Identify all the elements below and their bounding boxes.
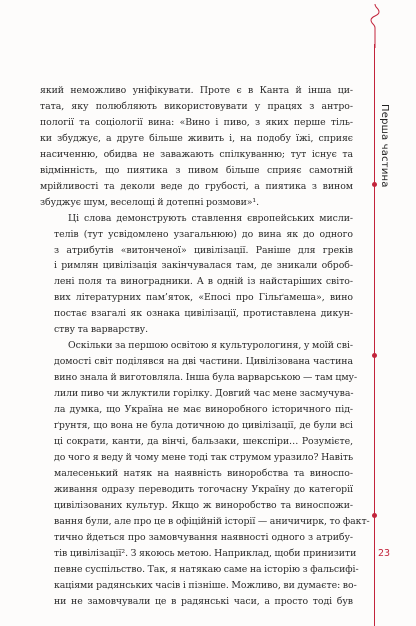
page-number: 23 bbox=[378, 548, 391, 559]
margin-dot bbox=[372, 513, 377, 518]
text-line: вих літературних пам’яток, «Епосі про Гільґамеша», вино bbox=[54, 292, 353, 304]
text-line: вання були, але про це в офіційній історії — аничичирк, то факт- bbox=[54, 515, 370, 527]
text-line: ла думка, що Україна не має виноробного історичного під- bbox=[54, 404, 353, 416]
text-line: і римлян цивілізація закінчувалася там, де зникали оброб- bbox=[54, 260, 353, 272]
margin-dot bbox=[372, 353, 377, 358]
text-line: лені поля та виноградники. А в одній із найстаріших світо- bbox=[54, 276, 353, 288]
text-line: Ці слова демонструють ставлення європейських мисли- bbox=[68, 212, 353, 224]
paragraph bbox=[40, 338, 370, 609]
text-line: малесенький натяк на наявність виноробства та виноспо- bbox=[54, 467, 353, 479]
text-line: ки збуджує, а друге більше живить і, на подобу їжі, сприяє bbox=[40, 132, 353, 144]
text-line: який неможливо уніфікувати. Проте є в Канта й інша ци- bbox=[40, 85, 353, 96]
body-text bbox=[40, 83, 370, 609]
running-section-title: Перша частина bbox=[379, 104, 390, 188]
text-line: тів цивілізації². З якоюсь метою. Наприклад, щоби принизити bbox=[54, 547, 357, 559]
text-line: ству та варварству. bbox=[54, 324, 149, 336]
text-line: живання одразу переводить тогочасну Україну до категорії bbox=[54, 483, 353, 495]
text-line: цивілізованих культур. Якщо ж виноробство та виноспожи- bbox=[54, 499, 353, 511]
text-line: насиченню, обидва не заважають спілкуванню; тут існує та bbox=[40, 148, 353, 160]
text-line: до чого я веду й чому мене тоді так струмом уразило? Навіть bbox=[54, 451, 353, 463]
decorative-hook-icon bbox=[369, 2, 381, 48]
text-line: Оскільки за першою освітою я культурологиня, у моїй сві- bbox=[68, 340, 353, 352]
text-line: вино знала й виготовляла. Інша була варварською — там цму- bbox=[54, 372, 358, 384]
margin-rule bbox=[374, 44, 375, 626]
text-line: ці сократи, канти, да вінчі, бальзаки, шекспіри… Розумієте, bbox=[54, 435, 353, 447]
text-line: ни не замовчували це в радянські часи, а просто тоді був bbox=[54, 595, 353, 607]
text-line: тата, яку полюбляють використовувати у працях з антро- bbox=[40, 100, 353, 112]
text-line: збуджує шум, веселощі й дотепні розмови»¹. bbox=[40, 196, 260, 208]
text-line: домості світ поділявся на дві частини. Цивілізована частина bbox=[54, 356, 353, 368]
text-line: ґрунтя, що вона не була дотичною до цивілізації, де були всі bbox=[54, 420, 353, 432]
paragraph bbox=[40, 83, 353, 211]
text-line: лили пиво чи жлуктили горілку. Довгий час мене засмучува- bbox=[54, 388, 354, 400]
text-line: постає взагалі як ознака цивілізації, протиставлена дикун- bbox=[54, 308, 353, 320]
text-line: каціями радянських часів і пізніше. Можливо, ви думаєте: во- bbox=[54, 579, 357, 591]
margin-dot bbox=[372, 182, 377, 187]
text-line: мрійливості та деколи веде до грубості, а пиятика з вином bbox=[40, 180, 353, 192]
text-line: тично йдеться про замовчування наявності одного з атрибу- bbox=[54, 531, 353, 543]
paragraph bbox=[40, 211, 353, 339]
text-line: пології та соціології вина: «Вино і пиво, з яких перше тіль- bbox=[40, 116, 353, 128]
text-line: відмінність, що пиятика з пивом більше сприяє самотній bbox=[40, 164, 353, 176]
text-line: певне суспільство. Так, я натякаю саме на історію з фальсифі- bbox=[54, 563, 359, 575]
text-line: з атрибутів «витонченої» цивілізації. Раніше для греків bbox=[54, 244, 353, 256]
text-line: телів (тут усвідомлено узагальнюю) до вина як до одного bbox=[54, 228, 353, 240]
